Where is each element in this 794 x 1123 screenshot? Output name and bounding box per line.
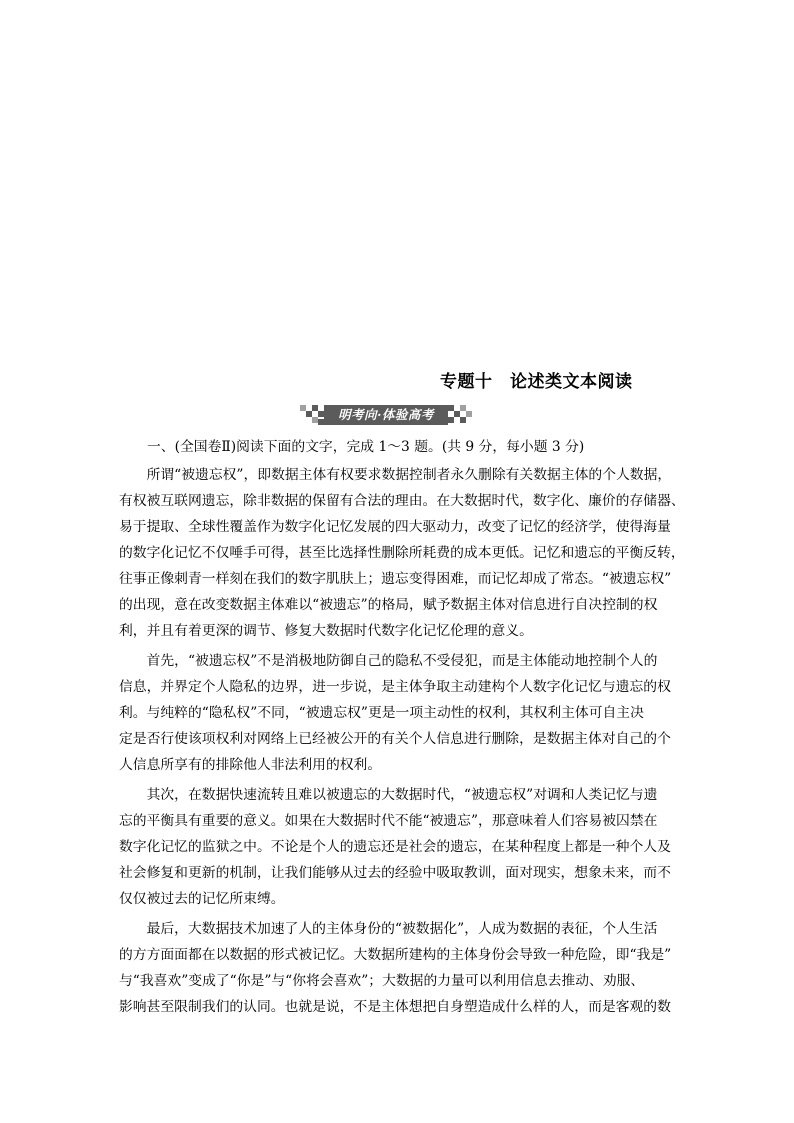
page-title: 专题十 论述类文本阅读 [440,372,633,392]
banner-deco-square [466,411,472,417]
text-line: 人信息所享有的排除他人非法利用的权利。 [119,757,382,773]
paragraph [119,462,685,644]
text-line: 有权被互联网遗忘，除非数据的保留有合法的理由。在大数据时代，数字化、廉价的存储器、 [119,493,685,509]
text-line: 忘的平衡具有重要的意义。如果在大数据时代不能“被遗忘”，那意味着人们容易被囚禁在 [119,813,658,829]
text-line: 影响甚至限制我们的认同。也就是说，不是主体想把自身塑造成什么样的人，而是客观的数 [119,999,671,1015]
banner-deco-square [448,417,454,423]
text-line: 易于提取、全球性覆盖作为数字化记忆发展的四大驱动力，改变了记忆的经济学，使得海量 [119,519,671,535]
text-line: 所谓“被遗忘权”，即数据主体有权要求数据控制者永久删除有关数据主体的个人数据， [119,467,672,483]
text-line: 的出现，意在改变数据主体难以“被遗忘”的格局，赋予数据主体对信息进行自决控制的权 [119,597,658,613]
banner-deco-square [460,417,466,423]
text-line: 社会修复和更新的机制，让我们能够从过去的经验中吸取教训，面对现实，想象未来，而不 [119,865,671,881]
paragraph [119,916,679,1020]
text-line: 利。与纯粹的“隐私权”不同，“被遗忘权”更是一项主动性的权利，其权利主体可自主决 [119,705,644,721]
paragraph [119,782,679,912]
text-line: 的方方面面都在以数据的形式被记忆。大数据所建构的主体身份会导致一种危险，即“我是” [119,947,672,963]
text-line: 定是否行使该项权利对网络上已经被公开的有关个人信息进行删除，是数据主体对自己的个 [119,731,671,747]
text-line: 往事正像刺青一样刻在我们的数字肌肤上；遗忘变得困难，而记忆却成了常态。“被遗忘权” [119,571,672,587]
text-line: 数字化记忆的监狱之中。不论是个人的遗忘还是社会的遗忘，在某种程度上都是一种个人及 [119,839,671,855]
text-line: 其次，在数据快速流转且难以被遗忘的大数据时代，“被遗忘权”对调和人类记忆与遗 [119,787,658,803]
text-line: 仅仅被过去的记忆所束缚。 [119,891,285,907]
section-banner [300,402,474,428]
paragraph [119,648,679,778]
text-line: 信息，并界定个人隐私的边界，进一步说，是主体争取主动建构个人数字化记忆与遗忘的权 [119,679,671,695]
text-line: 最后，大数据技术加速了人的主体身份的“被数据化”，人成为数据的表征，个人生活 [119,921,658,937]
text-line: 的数字化记忆不仅唾手可得，甚至比选择性删除所耗费的成本更低。记忆和遗忘的平衡反转， [119,545,685,561]
article-body [119,462,685,1020]
banner-label: 明考向·体验高考 [324,405,448,425]
text-line: 首先，“被遗忘权”不是消极地防御自己的隐私不受侵犯，而是主体能动地控制个人的 [119,653,658,669]
text-line: 利，并且有着更深的调节、修复大数据时代数字化记忆伦理的意义。 [119,623,533,639]
text-line: 与“我喜欢”变成了“你是”与“你将会喜欢”；大数据的力量可以利用信息去推动、劝服、 [119,973,645,989]
question-intro: 一、(全国卷Ⅱ)阅读下面的文字，完成 1～3 题。(共 9 分，每小题 3 分) [147,439,585,455]
